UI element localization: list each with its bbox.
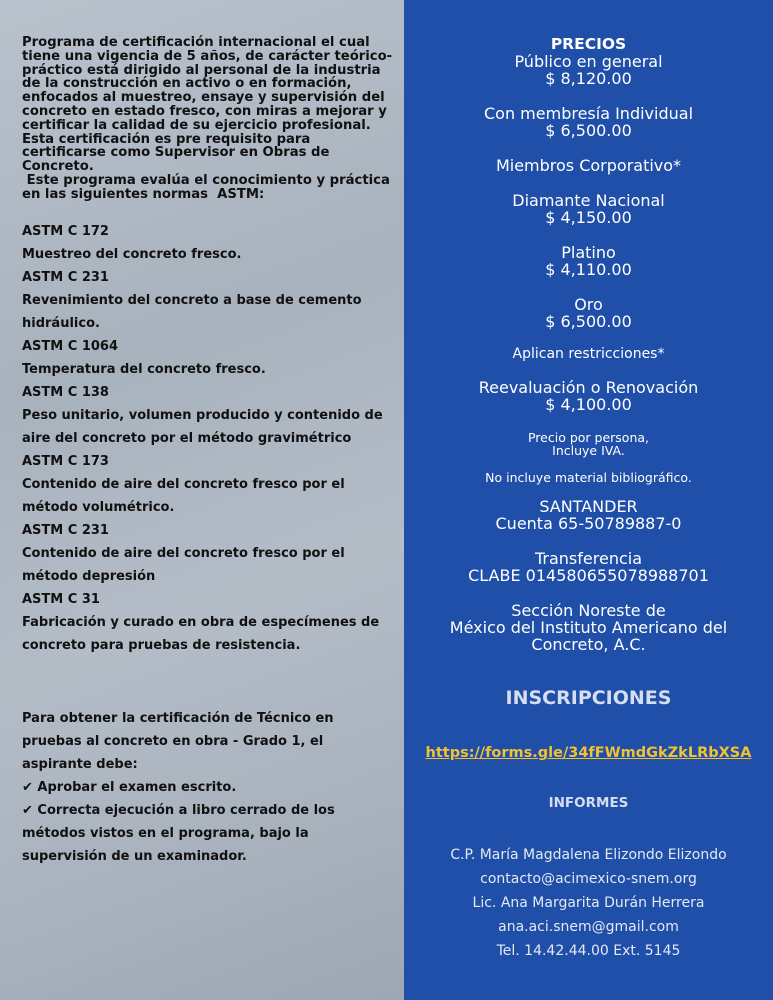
clabe-number: CLABE 014580655078988701 [468, 566, 709, 585]
price-value: $ 4,100.00 [545, 395, 632, 414]
organization-name: Sección Noreste de [511, 601, 666, 620]
intro-prerequisite: Esta certificación es pre requisito para certificarse como Supervisor en Obras de Concreto. [22, 131, 330, 175]
norm-description: Contenido de aire del concreto fresco por el método depresión [22, 545, 345, 584]
intro-paragraph: Programa de certificación internacional el cual tiene una vigencia de 5 años, de carácter teórico-práctico está dirigido al personal de la industria de la construcción en activo o en formación, enfocados al muestreo, ensaye y supervisión del concreto en estado fresco, con miras a mejorar y certificar la calidad de su ejercicio profesional. [22, 35, 393, 133]
contact-name: Lic. Ana Margarita Durán Herrera [472, 895, 705, 911]
astm-norms-list [22, 220, 396, 657]
price-label: Con membresía Individual [483, 104, 694, 123]
transfer-label: Transferencia [534, 549, 642, 568]
certification-requirements [22, 707, 396, 868]
program-intro [22, 36, 396, 202]
norm-code: ASTM C 1064 [22, 338, 119, 354]
price-label: Diamante Nacional [512, 191, 665, 210]
requirement-item: ✔ Aprobar el examen escrito. [22, 779, 237, 795]
price-value: $ 4,150.00 [545, 208, 632, 227]
price-value: $ 6,500.00 [545, 312, 632, 331]
norm-description: Contenido de aire del concreto fresco por el método volumétrico. [22, 476, 345, 515]
price-note: Incluye IVA. [552, 443, 625, 458]
contact-email[interactable]: ana.aci.snem@gmail.com [498, 919, 679, 935]
material-note: No incluye material bibliográfico. [485, 470, 692, 485]
contact-name: C.P. María Magdalena Elizondo Elizondo [450, 847, 727, 863]
bank-name: SANTANDER [539, 497, 638, 516]
norm-description: Revenimiento del concreto a base de cemento hidráulico. [22, 292, 362, 331]
intro-norms-lead: Este programa evalúa el conocimiento y práctica en las siguientes normas ASTM: [22, 172, 395, 202]
norm-description: Peso unitario, volumen producido y contenido de aire del concreto por el método gravimétrico [22, 407, 383, 446]
norm-code: ASTM C 231 [22, 522, 109, 538]
contact-email[interactable]: contacto@acimexico-snem.org [480, 871, 697, 887]
organization-name: Concreto, A.C. [531, 635, 646, 654]
requirements-lead: Para obtener la certificación de Técnico en pruebas al concreto en obra - Grado 1, el aspirante debe: [22, 710, 334, 772]
price-label: Público en general [514, 52, 663, 71]
prices-panel [404, 0, 773, 1000]
norm-code: ASTM C 173 [22, 453, 109, 469]
organization-name: México del Instituto Americano del [449, 618, 728, 637]
contacts-list [404, 843, 773, 963]
norm-description: Muestreo del concreto fresco. [22, 246, 242, 262]
registration-link[interactable]: https://forms.gle/34fFWmdGkZkLRbXSA [425, 745, 752, 761]
price-label: Reevaluación o Renovación [478, 378, 699, 397]
registration-heading: INSCRIPCIONES [505, 687, 672, 709]
contact-phone: Tel. 14.42.44.00 Ext. 5145 [496, 943, 681, 959]
price-value: $ 4,110.00 [545, 260, 632, 279]
price-label: Oro [574, 295, 603, 314]
price-label: Platino [561, 243, 616, 262]
price-value: $ 6,500.00 [545, 121, 632, 140]
norm-description: Fabricación y curado en obra de especímenes de concreto para pruebas de resistencia. [22, 614, 380, 653]
norm-code: ASTM C 31 [22, 591, 100, 607]
norm-description: Temperatura del concreto fresco. [22, 361, 266, 377]
norm-code: ASTM C 231 [22, 269, 109, 285]
prices-title: PRECIOS [550, 35, 627, 53]
norm-code: ASTM C 138 [22, 384, 109, 400]
requirement-item: ✔ Correcta ejecución a libro cerrado de los métodos vistos en el programa, bajo la supervisión de un examinador. [22, 802, 335, 864]
restrictions-note: Aplican restricciones* [512, 346, 665, 362]
norm-code: ASTM C 172 [22, 223, 109, 239]
bank-account: Cuenta 65-50789887-0 [495, 514, 682, 533]
information-heading: INFORMES [548, 795, 629, 811]
price-value: $ 8,120.00 [545, 69, 632, 88]
price-label: Miembros Corporativo* [495, 156, 682, 175]
price-note: Precio por persona, [527, 430, 649, 445]
